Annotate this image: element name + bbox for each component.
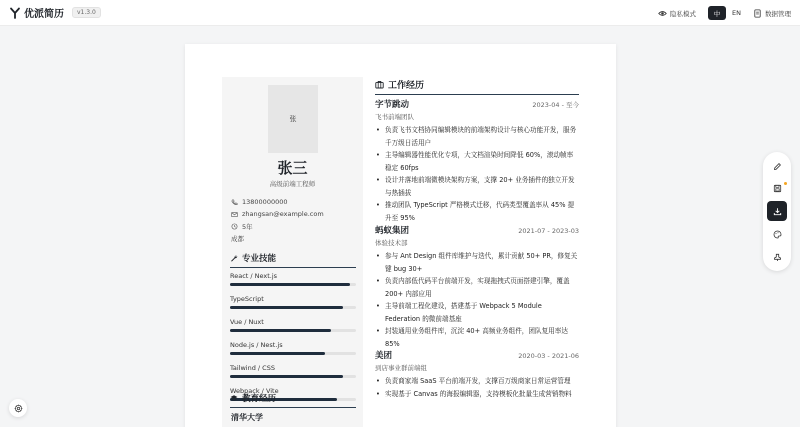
- eye-icon: [658, 9, 667, 18]
- job-bullet: • 主导前端工程化建设，搭建基于 Webpack 5 Module Federation 的微前端基座: [375, 300, 579, 325]
- language-en-button[interactable]: EN: [732, 9, 741, 17]
- skill-item: [230, 318, 356, 332]
- skill-name: Node.js / Nest.js: [230, 341, 283, 349]
- skills-heading-text: 专业技能: [242, 254, 277, 264]
- skill-bar: [230, 283, 356, 286]
- wrench-icon: [230, 254, 238, 262]
- job-bullets: [375, 124, 579, 224]
- phone-text: 13800000000: [242, 198, 288, 206]
- phone-icon: [231, 199, 238, 206]
- avatar[interactable]: 张: [268, 85, 318, 153]
- skill-item: [230, 364, 356, 378]
- download-icon: [773, 207, 782, 216]
- graduation-cap-icon: [230, 394, 238, 402]
- skill-bar: [230, 329, 356, 332]
- job-bullet: • 负责飞书文档协同编辑模块的前端架构设计与核心功能开发，服务千万级日活用户: [375, 124, 579, 149]
- settings-button[interactable]: [9, 399, 27, 417]
- top-actions: [658, 0, 791, 26]
- briefcase-icon: [375, 80, 384, 89]
- job-entry: [375, 349, 579, 400]
- resume-name: 张三: [277, 159, 308, 177]
- job-bullet: • 负责商家端 SaaS 平台前端开发，支撑百万级商家日常运营管理: [375, 375, 579, 388]
- job-bullet: • 参与 Ant Design 组件库维护与迭代，累计贡献 50+ PR，修复关键 bug 30+: [375, 250, 579, 275]
- forked-arrow-logo-icon: [9, 7, 21, 19]
- app-name: 优派简历: [24, 9, 64, 20]
- job-period: 2023-04 - 至今: [532, 101, 579, 109]
- job-bullet: • 推动团队 TypeScript 严格模式迁移，代码类型覆盖率从 45% 提升至 95%: [375, 199, 579, 224]
- skill-bar: [230, 375, 356, 378]
- skill-bar-fill: [230, 283, 350, 286]
- skill-name: Vue / Nuxt: [230, 318, 264, 326]
- skill-bar-fill: [230, 352, 325, 355]
- school-name: 清华大学: [231, 413, 263, 422]
- mail-icon: [231, 211, 238, 218]
- experience-text: 5年: [242, 223, 253, 231]
- skill-bar: [230, 352, 356, 355]
- skill-name: React / Next.js: [230, 272, 278, 280]
- job-bullets: [375, 250, 579, 350]
- resume-sidebar: [222, 77, 363, 427]
- privacy-mode-label: 隐私模式: [670, 9, 697, 18]
- download-button[interactable]: [767, 201, 787, 221]
- language-zh-button[interactable]: 中: [708, 6, 726, 20]
- work-heading-text: 工作经历: [388, 81, 425, 91]
- location-text: 成都: [231, 235, 244, 243]
- job-entry: [375, 98, 579, 224]
- job-department: 体验技术部: [375, 239, 408, 247]
- skill-bar: [230, 306, 356, 309]
- company-name: 字节跳动: [375, 100, 410, 110]
- company-name: 美团: [375, 351, 393, 361]
- edit-button[interactable]: [767, 156, 787, 176]
- job-bullet: • 封装通用业务组件库，沉淀 40+ 高频业务组件，团队复用率达 85%: [375, 325, 579, 350]
- gear-icon: [14, 404, 23, 413]
- job-department: 到店事业群前端组: [375, 364, 427, 372]
- document-icon: [753, 9, 762, 18]
- skill-bar-fill: [230, 306, 343, 309]
- brand[interactable]: [9, 5, 101, 20]
- email-text: zhangsan@example.com: [242, 210, 324, 218]
- skill-item: [230, 341, 356, 355]
- job-period: 2021-07 - 2023-03: [518, 227, 579, 235]
- pencil-icon: [773, 162, 782, 171]
- contact-experience: [231, 222, 253, 231]
- data-management-button[interactable]: [753, 9, 791, 18]
- job-bullet: • 主导编辑器性能优化专项，大文档渲染时间降低 60%，滚动帧率稳定 60fps: [375, 149, 579, 174]
- contact-email: [231, 210, 324, 218]
- data-management-label: 数据管理: [765, 9, 791, 18]
- palette-icon: [773, 230, 782, 239]
- education-heading-text: 教育经历: [242, 394, 277, 404]
- skill-name: Webpack / Vite: [230, 387, 279, 395]
- job-entry: [375, 224, 579, 350]
- company-name: 蚂蚁集团: [375, 226, 410, 236]
- privacy-mode-button[interactable]: [658, 9, 696, 18]
- education-heading: [230, 392, 356, 408]
- skill-item: [230, 295, 356, 309]
- skill-item: [230, 272, 356, 286]
- version-badge: v1.3.0: [72, 7, 101, 18]
- clock-icon: [231, 223, 238, 230]
- stamp-button[interactable]: [767, 247, 787, 267]
- work-heading: [375, 78, 579, 95]
- unsaved-dot: [784, 182, 787, 185]
- skill-name: Tailwind / CSS: [230, 364, 275, 372]
- stamp-icon: [773, 253, 782, 262]
- skill-name: TypeScript: [230, 295, 264, 303]
- floating-toolbar: [763, 152, 791, 271]
- top-bar: [0, 0, 800, 26]
- contact-phone: [231, 198, 288, 206]
- skill-bar-fill: [230, 329, 331, 332]
- job-department: 飞书前端团队: [375, 113, 414, 121]
- job-bullet: • 实现基于 Canvas 的海报编辑器，支持模板化批量生成营销物料: [375, 388, 579, 401]
- job-bullet: • 负责内部低代码平台前端开发，实现拖拽式页面搭建引擎，覆盖 200+ 内部应用: [375, 275, 579, 300]
- save-icon: [773, 184, 782, 193]
- skill-bar-fill: [230, 375, 343, 378]
- skills-heading: [230, 252, 356, 268]
- job-bullet: • 设计并落地前端微模块架构方案，支撑 20+ 业务插件的独立开发与热插拔: [375, 174, 579, 199]
- resume-paper: [185, 44, 616, 427]
- theme-button[interactable]: [767, 224, 787, 244]
- job-bullets: [375, 375, 579, 400]
- resume-job-title: 高级前端工程师: [269, 180, 316, 188]
- save-button[interactable]: [767, 178, 787, 198]
- job-period: 2020-03 - 2021-06: [518, 352, 579, 360]
